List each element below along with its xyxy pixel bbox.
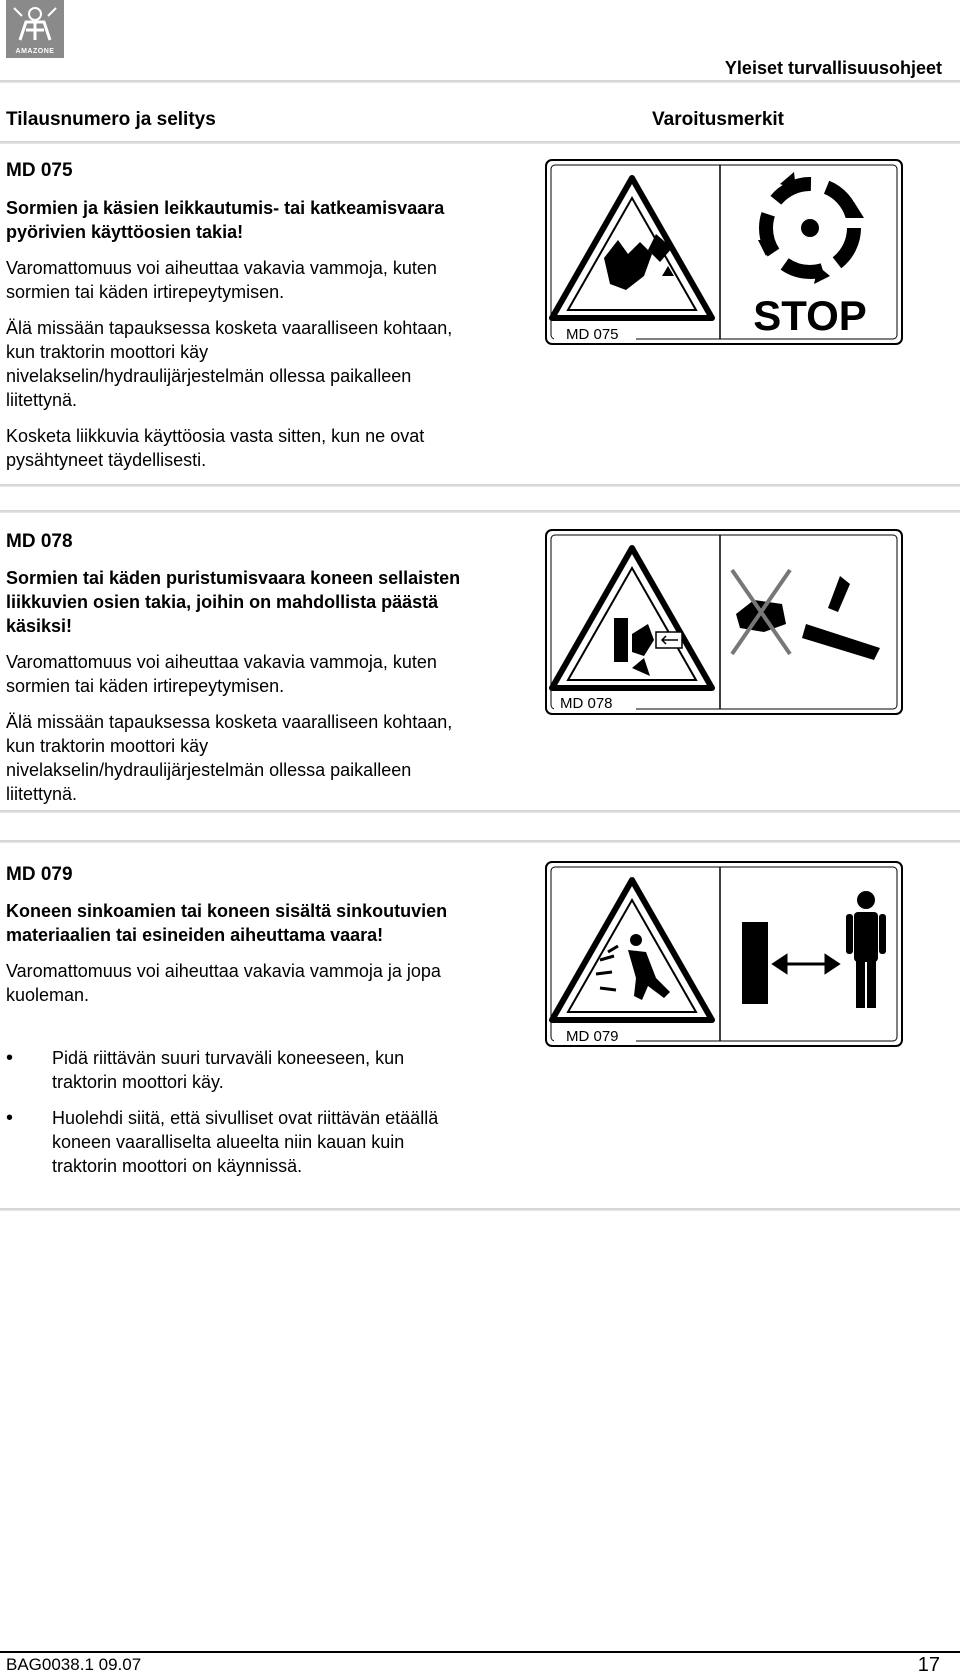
entry-divider xyxy=(0,484,960,487)
entry-heading: Sormien tai käden puristumisvaara koneen sellaisten liikkuvien osien takia, joihin on mahdollista päästä käsiksi! xyxy=(6,568,461,636)
entry-paragraph: Varomattomuus voi aiheuttaa vakavia vammoja ja jopa kuoleman. xyxy=(6,961,441,1005)
entry-text xyxy=(6,566,466,818)
bullet-icon xyxy=(6,1046,52,1094)
bullet-text: Pidä riittävän suuri turvaväli koneeseen, kun traktorin moottori käy. xyxy=(52,1048,405,1092)
logo-text: AMAZONE xyxy=(15,48,55,55)
header-rule xyxy=(0,80,960,83)
bullet-list xyxy=(6,1046,466,1190)
entry-divider xyxy=(0,840,960,843)
entry-divider xyxy=(0,1208,960,1211)
entry-id: MD 079 xyxy=(6,864,73,885)
entry-paragraph: Varomattomuus voi aiheuttaa vakavia vammoja, kuten sormien tai käden irtirepeytymisen. xyxy=(6,258,437,302)
entry-paragraph: Älä missään tapauksessa kosketa vaaralliseen kohtaan, kun traktorin moottori käy nivelakselin/hydraulijärjestelmän ollessa paikalleen liitettynä. xyxy=(6,318,453,410)
warning-sign-md075 xyxy=(544,158,904,346)
entry-paragraph: Kosketa liikkuvia käyttöosia vasta sitten, kun ne ovat pysähtyneet täydellisesti. xyxy=(6,426,425,470)
entry-text xyxy=(6,899,466,1019)
footer-rule xyxy=(0,1651,960,1653)
entry-paragraph: Varomattomuus voi aiheuttaa vakavia vammoja, kuten sormien tai käden irtirepeytymisen. xyxy=(6,652,437,696)
column-rule xyxy=(0,141,960,144)
sign-label: MD 078 xyxy=(560,695,613,712)
warning-sign-md078 xyxy=(544,528,904,716)
amazone-logo xyxy=(6,0,64,58)
sign-label: MD 075 xyxy=(566,326,619,343)
list-item xyxy=(6,1046,466,1094)
entry-divider xyxy=(0,810,960,813)
bullet-text: Huolehdi siitä, että sivulliset ovat riittävän etäällä koneen vaaralliselta alueelta niin kauan kuin traktorin moottori on käynnissä. xyxy=(52,1108,439,1176)
column-heading-right: Varoitusmerkit xyxy=(652,109,784,130)
column-heading-left: Tilausnumero ja selitys xyxy=(6,109,216,130)
sower-icon xyxy=(6,0,64,46)
sign-label: MD 079 xyxy=(566,1028,619,1045)
entry-heading: Sormien ja käsien leikkautumis- tai katkeamisvaara pyörivien käyttöosien takia! xyxy=(6,198,445,242)
entry-divider xyxy=(0,510,960,513)
entry-paragraph: Älä missään tapauksessa kosketa vaaralliseen kohtaan, kun traktorin moottori käy nivelakselin/hydraulijärjestelmän ollessa paikalleen liitettynä. xyxy=(6,712,453,804)
warning-sign-md079 xyxy=(544,860,904,1048)
list-item xyxy=(6,1106,466,1178)
entry-text xyxy=(6,196,466,484)
machine-block-icon xyxy=(742,922,768,1004)
stop-text: STOP xyxy=(753,292,867,339)
section-title: Yleiset turvallisuusohjeet xyxy=(724,58,942,78)
entry-id: MD 078 xyxy=(6,531,73,552)
bullet-icon xyxy=(6,1106,52,1178)
document-id: BAG0038.1 09.07 xyxy=(6,1655,142,1674)
entry-id: MD 075 xyxy=(6,160,73,181)
page-number: 17 xyxy=(917,1654,940,1676)
entry-heading: Koneen sinkoamien tai koneen sisältä sinkoutuvien materiaalien tai esineiden aiheuttama vaara! xyxy=(6,901,448,945)
